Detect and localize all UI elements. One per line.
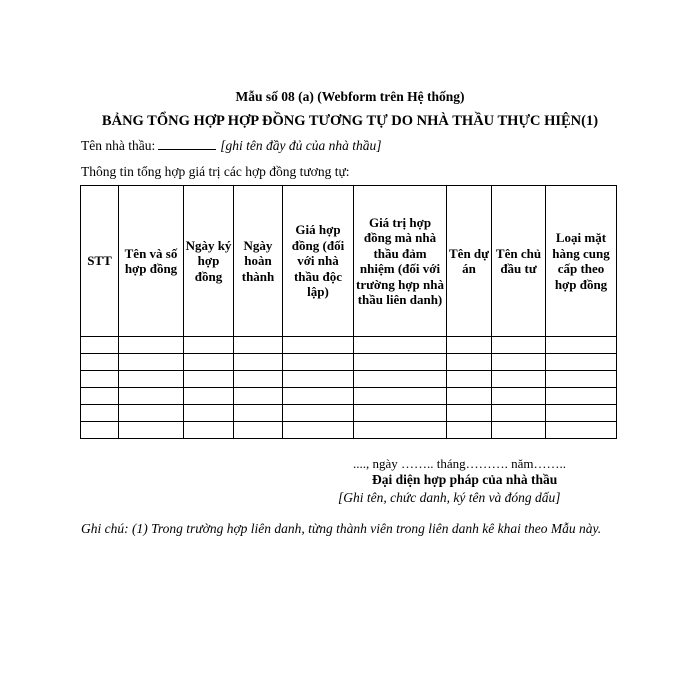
table-cell <box>492 337 546 354</box>
signature-instruction: [Ghi tên, chức danh, ký tên và đóng dấu] <box>338 490 561 505</box>
table-body <box>81 337 617 439</box>
table-header-row <box>81 186 617 337</box>
table-cell <box>283 354 354 371</box>
table-cell <box>119 405 184 422</box>
table-cell <box>447 422 492 439</box>
table-cell <box>81 354 119 371</box>
table-cell <box>546 354 617 371</box>
table-cell <box>119 371 184 388</box>
contractor-label: Tên nhà thầu: <box>81 138 156 153</box>
column-header: Loại mặt hàng cung cấp theo hợp đồng <box>546 186 617 337</box>
table-cell <box>283 405 354 422</box>
table-cell <box>447 337 492 354</box>
column-header: Tên và số hợp đồng <box>119 186 184 337</box>
table-cell <box>234 371 283 388</box>
table-cell <box>354 354 447 371</box>
table-cell <box>492 354 546 371</box>
table-cell <box>447 388 492 405</box>
table-cell <box>546 337 617 354</box>
column-header: Ngày hoàn thành <box>234 186 283 337</box>
table-cell <box>119 354 184 371</box>
table-row <box>81 371 617 388</box>
table-cell <box>447 405 492 422</box>
table-cell <box>184 371 234 388</box>
document-title: BẢNG TỔNG HỢP HỢP ĐỒNG TƯƠNG TỰ DO NHÀ THẦU THỰC HIỆN(1) <box>101 113 599 129</box>
table-cell <box>492 371 546 388</box>
table-cell <box>81 422 119 439</box>
table-cell <box>354 388 447 405</box>
table-row <box>81 337 617 354</box>
column-header: Giá trị hợp đồng mà nhà thầu đảm nhiệm (đối với trường hợp nhà thầu liên danh) <box>354 186 447 337</box>
column-header: Tên dự án <box>447 186 492 337</box>
table-cell <box>283 422 354 439</box>
representative-title: Đại diện hợp pháp của nhà thầu <box>372 472 558 487</box>
table-row <box>81 388 617 405</box>
table-cell <box>354 371 447 388</box>
table-cell <box>283 371 354 388</box>
table-cell <box>234 388 283 405</box>
table-cell <box>234 405 283 422</box>
table-cell <box>546 405 617 422</box>
table-cell <box>234 354 283 371</box>
info-line: Thông tin tổng hợp giá trị các hợp đồng tương tự: <box>81 164 350 179</box>
contractor-line <box>81 138 381 154</box>
table-cell <box>184 354 234 371</box>
form-number: Mẫu số 08 (a) (Webform trên Hệ thống) <box>235 89 465 104</box>
table-cell <box>119 422 184 439</box>
table-cell <box>283 388 354 405</box>
table-cell <box>81 337 119 354</box>
column-header: Tên chủ đầu tư <box>492 186 546 337</box>
table-row <box>81 422 617 439</box>
table-cell <box>119 337 184 354</box>
table-cell <box>184 422 234 439</box>
table-cell <box>184 388 234 405</box>
table-cell <box>492 422 546 439</box>
contracts-table <box>80 185 617 439</box>
table-cell <box>81 388 119 405</box>
table-cell <box>546 388 617 405</box>
table-cell <box>354 405 447 422</box>
table-cell <box>184 337 234 354</box>
column-header: STT <box>81 186 119 337</box>
table-cell <box>119 388 184 405</box>
contractor-blank <box>158 139 216 150</box>
table-cell <box>234 337 283 354</box>
table-cell <box>546 422 617 439</box>
table-cell <box>81 405 119 422</box>
table-row <box>81 405 617 422</box>
table-cell <box>447 371 492 388</box>
table-cell <box>447 354 492 371</box>
table-cell <box>546 371 617 388</box>
column-header: Ngày ký hợp đồng <box>184 186 234 337</box>
table-cell <box>354 422 447 439</box>
table-cell <box>492 388 546 405</box>
table-cell <box>81 371 119 388</box>
table-cell <box>234 422 283 439</box>
table-cell <box>184 405 234 422</box>
table-cell <box>492 405 546 422</box>
table-cell <box>283 337 354 354</box>
date-line: ...., ngày …….. tháng………. năm…….. <box>353 456 567 471</box>
table-row <box>81 354 617 371</box>
table-cell <box>354 337 447 354</box>
column-header: Giá hợp đồng (đối với nhà thầu độc lập) <box>283 186 354 337</box>
footnote: Ghi chú: (1) Trong trường hợp liên danh, từng thành viên trong liên danh kê khai theo Mẫu này. <box>81 521 602 536</box>
contractor-hint: [ghi tên đầy đủ của nhà thầu] <box>220 138 382 153</box>
